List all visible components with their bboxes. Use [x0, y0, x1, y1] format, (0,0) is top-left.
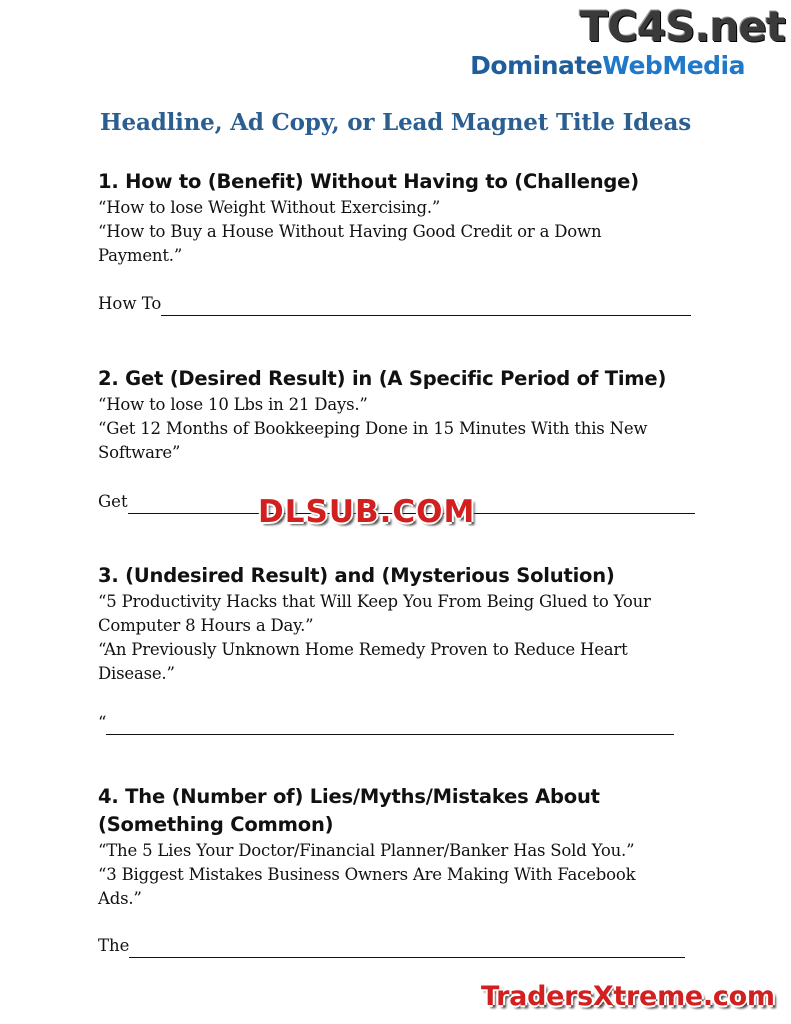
section-1: [98, 168, 718, 268]
section-2: [98, 365, 718, 465]
example-text: “Get 12 Months of Bookkeeping Done in 15 Minutes With this New Software”: [98, 419, 648, 462]
brand-logo: [470, 50, 745, 82]
section-4: [98, 783, 658, 911]
example-text: “How to lose Weight Without Exercising.”: [98, 198, 441, 217]
fill-in-line-4: [98, 934, 685, 958]
fill-prefix: Get: [98, 492, 128, 511]
blank-line[interactable]: [129, 939, 685, 958]
fill-prefix: “: [98, 713, 107, 732]
example-text: “The 5 Lies Your Doctor/Financial Planner/Banker Has Sold You.”: [98, 841, 635, 860]
page-title: Headline, Ad Copy, or Lead Magnet Title Ideas: [100, 109, 691, 136]
dlsub-watermark: DLSUB.COM: [258, 494, 476, 530]
section-heading: 4. The (Number of) Lies/Myths/Mistakes About (Something Common): [98, 785, 600, 836]
blank-line[interactable]: [106, 716, 674, 735]
example-text: “5 Productivity Hacks that Will Keep You From Being Glued to Your Computer 8 Hours a Day.”: [98, 592, 651, 635]
example-text: “How to Buy a House Without Having Good Credit or a Down Payment.”: [98, 222, 602, 265]
example-text: “An Previously Unknown Home Remedy Proven to Reduce Heart Disease.”: [98, 640, 628, 683]
brand-logo-part2: WebMedia: [602, 51, 745, 80]
fill-prefix: The: [98, 936, 130, 955]
section-heading: 1. How to (Benefit) Without Having to (Challenge): [98, 170, 639, 193]
section-3: [98, 562, 718, 686]
section-heading: 3. (Undesired Result) and (Mysterious Solution): [98, 564, 615, 587]
example-text: “How to lose 10 Lbs in 21 Days.”: [98, 395, 368, 414]
tc4s-watermark: TC4S.net: [579, 2, 785, 51]
fill-in-line-3: [98, 711, 674, 735]
tradersxtreme-watermark: TradersXtreme.com: [481, 981, 775, 1012]
example-text: “3 Biggest Mistakes Business Owners Are Making With Facebook Ads.”: [98, 865, 636, 908]
section-heading: 2. Get (Desired Result) in (A Specific Period of Time): [98, 367, 667, 390]
fill-prefix: How To: [98, 294, 162, 313]
blank-line[interactable]: [161, 297, 691, 316]
fill-in-line-1: [98, 292, 691, 316]
brand-logo-part1: Dominate: [470, 51, 603, 80]
